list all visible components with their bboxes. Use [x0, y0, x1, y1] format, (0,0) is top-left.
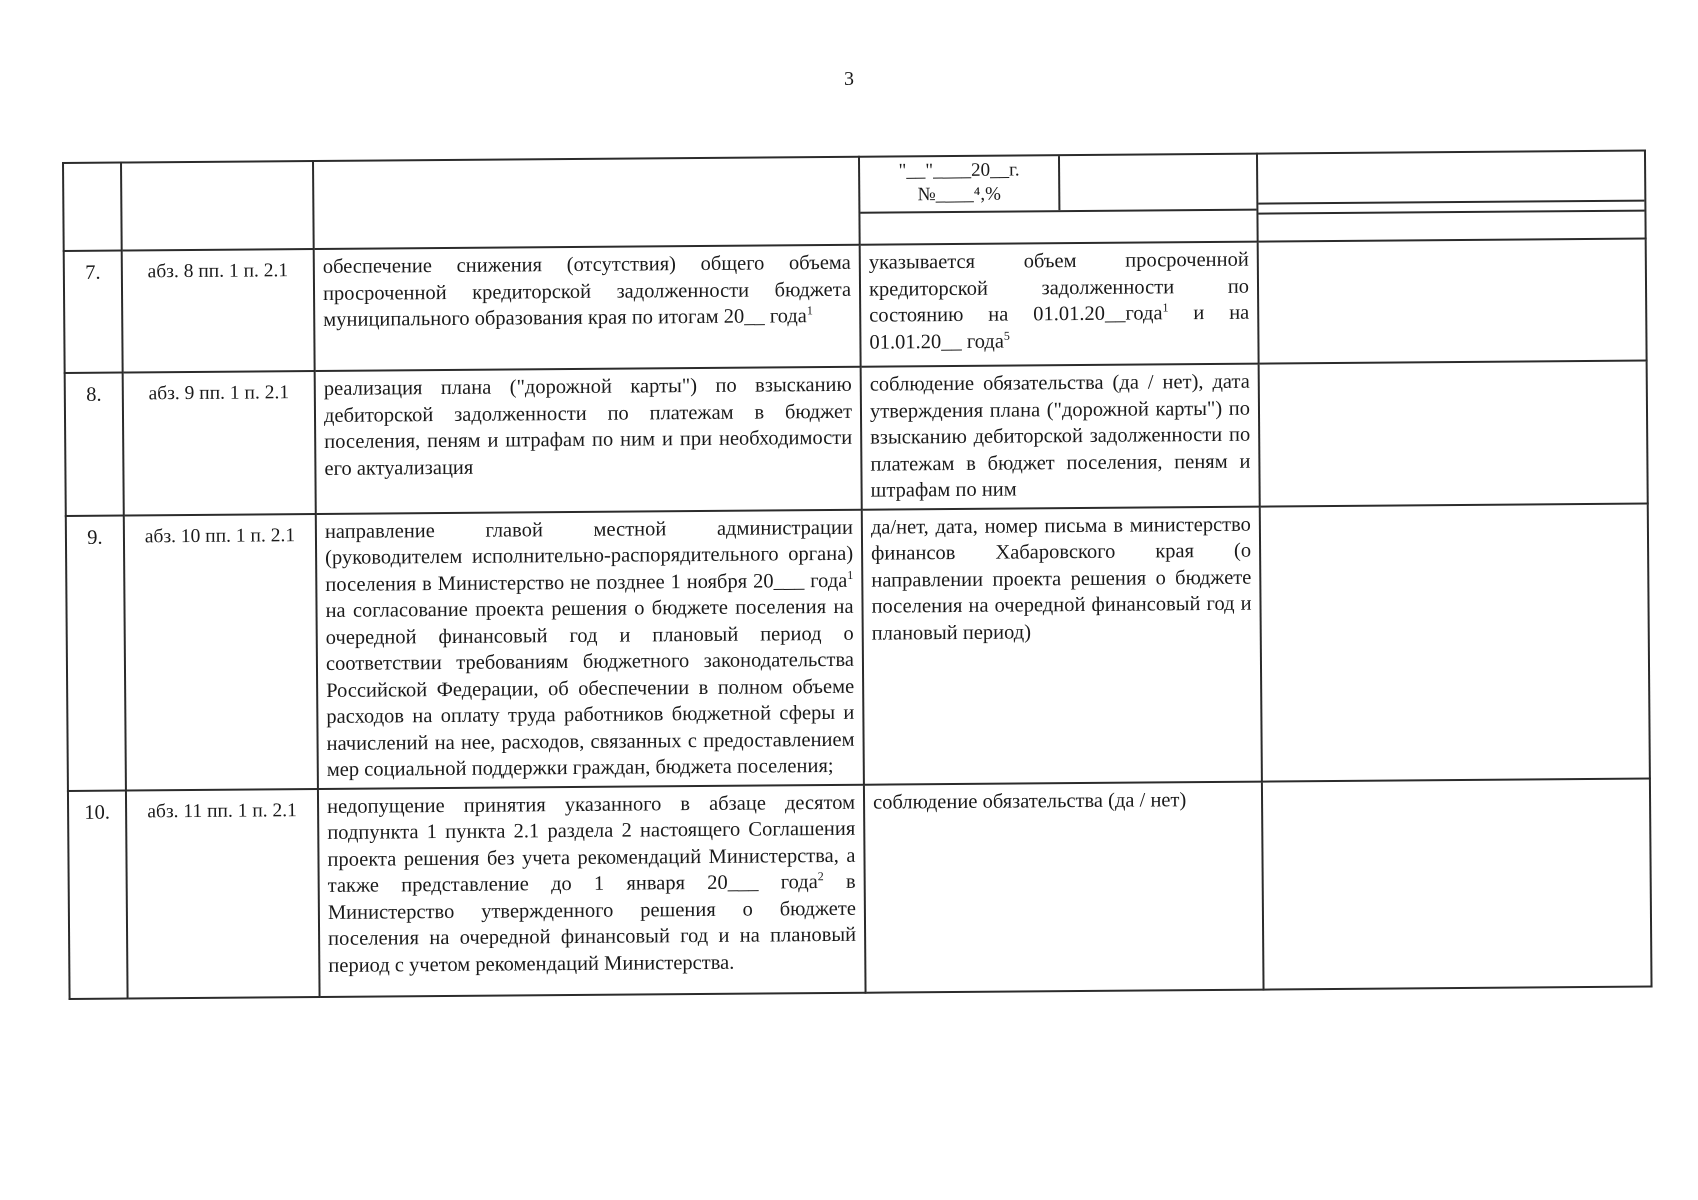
row-reference: абз. 10 пп. 1 п. 2.1: [124, 514, 318, 790]
table-row: [66, 503, 1650, 790]
row-number: 9.: [66, 515, 126, 790]
row-number: 7.: [64, 251, 123, 373]
header-number-line: №____⁴,%: [917, 183, 1002, 206]
header-date-subcell: [860, 156, 1060, 212]
row-obligation: обеспечение снижения (отсутствия) общего объема просроченной кредиторской задолженности бюджета муниципального образования края по итогам 20__ года$^1$: [314, 245, 861, 371]
row-indicator: соблюдение обязательства (да / нет): [864, 781, 1264, 992]
row-indicator: соблюдение обязательства (да / нет), дата утверждения плана ("дорожной карты") по взысканию дебиторской задолженности по платежам в бюджет поселения, пеням и штрафам по ним: [861, 364, 1260, 510]
table-row: [64, 239, 1647, 373]
table-header-row: [63, 151, 1646, 251]
row-number: 8.: [65, 373, 124, 516]
header-cell-obligation: [313, 157, 860, 249]
row-number: 10.: [68, 790, 128, 998]
header-cell-date: [859, 154, 1258, 245]
row-obligation: направление главой местной администрации (руководителем исполнительно-распорядительного органа) поселения в Министерство не позднее 1 ноября 20___ года$^1$ на согласование проекта решения о бюджете поселения на очередной финансовый год и плановый период о соответствии требованиям бюджетного законодательства Российской Федерации, об обеспечении в полном объеме расходов на оплату труда работников бюджетной сферы и начислений на нее, расходов, связанных с предоставлением мер социальной поддержки граждан, бюджета поселения;: [316, 509, 864, 788]
row-reference: абз. 11 пп. 1 п. 2.1: [126, 789, 320, 999]
row-value: [1260, 503, 1650, 781]
row-reference: абз. 9 пп. 1 п. 2.1: [123, 371, 316, 515]
row-value: [1259, 361, 1648, 507]
header-date-line: "__"____20__г.: [898, 159, 1020, 182]
row-value: [1258, 239, 1647, 364]
header-cell-num: [63, 163, 122, 251]
row-indicator: да/нет, дата, номер письма в министерство финансов Хабаровского края (о направлении проекта решения о бюджете поселения на очередной финансовый год и плановый период): [862, 506, 1262, 784]
row-value: [1262, 778, 1652, 989]
header-cell-ref: [121, 161, 314, 251]
row-obligation: недопущение принятия указанного в абзаце десятом подпункта 1 пункта 2.1 раздела 2 настоящего Соглашения проекта решения без учета рекомендаций Министерства, а также представление до 1 января 20___ года$^2$ в Министерство утвержденного решения о бюджете поселения на очередной финансовый год и на плановый период с учетом рекомендаций Министерства.: [318, 784, 866, 996]
obligations-table: [62, 150, 1653, 1000]
page-number: 3: [844, 68, 854, 90]
row-obligation: реализация плана ("дорожной карты") по взысканию дебиторской задолженности по платежам в бюджет поселения, пеням и штрафам по ним и при необходимости его актуализация: [315, 367, 862, 514]
table-row: [65, 361, 1648, 516]
row-reference: абз. 8 пп. 1 п. 2.1: [122, 249, 315, 373]
row-indicator: указывается объем просроченной кредиторской задолженности по состоянию на 01.01.20__года$^1$ и на 01.01.20__ года$^5$: [860, 242, 1259, 367]
header-cell-value: [1257, 151, 1646, 242]
table-row: [68, 778, 1652, 998]
